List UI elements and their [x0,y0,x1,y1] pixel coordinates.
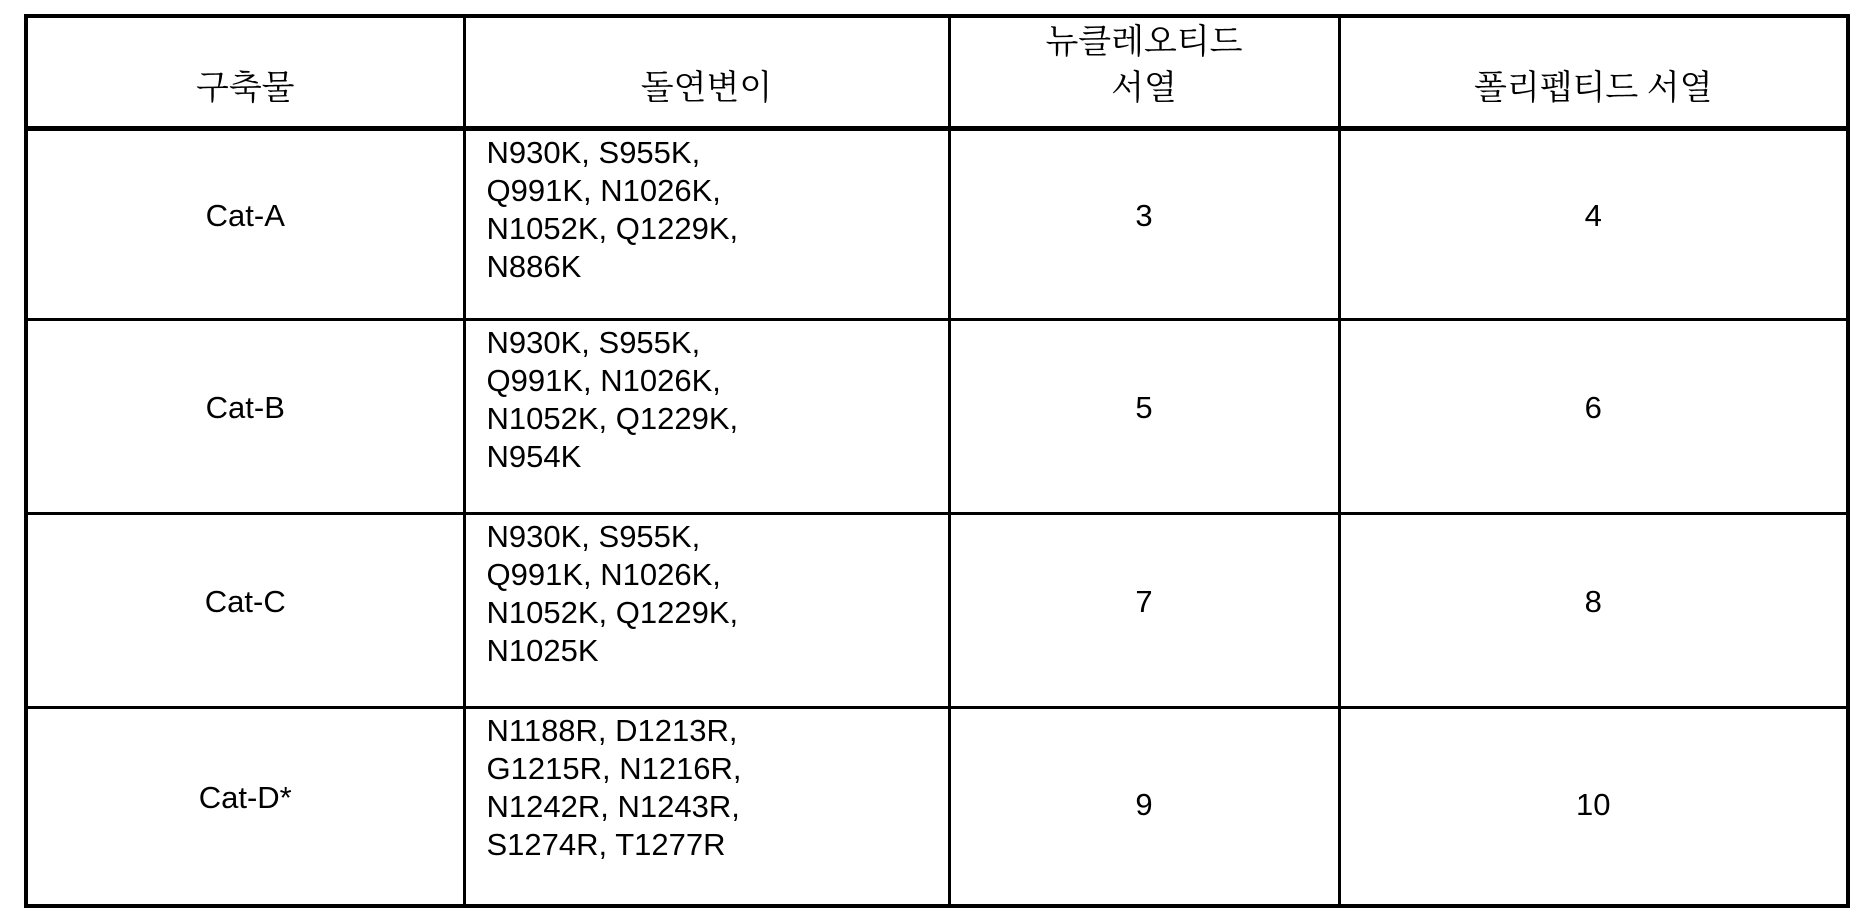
mutation-list: N930K, S955K, Q991K, N1026K, N1052K, Q1229K, N954K [464,319,949,513]
table-row-cat-d [26,707,1848,906]
nucleotide-seq-id: 7 [949,513,1339,707]
mutation-list: N1188R, D1213R, G1215R, N1216R, N1242R, N1243R, S1274R, T1277R [464,707,949,906]
construct-sequence-table [24,14,1850,908]
table-row-cat-a [26,128,1848,319]
construct-name: Cat-A [26,128,464,319]
header-nucleotide-sequence: 뉴클레오티드 서열 [949,16,1339,128]
construct-name: Cat-D* [26,707,464,906]
header-construct: 구축물 [26,16,464,128]
mutation-list: N930K, S955K, Q991K, N1026K, N1052K, Q1229K, N1025K [464,513,949,707]
header-polypeptide-sequence: 폴리펩티드 서열 [1339,16,1848,128]
construct-name: Cat-C [26,513,464,707]
polypeptide-seq-id: 8 [1339,513,1848,707]
table-row-cat-b [26,319,1848,513]
table-header-row [26,16,1848,128]
nucleotide-seq-id: 9 [949,707,1339,906]
mutation-list: N930K, S955K, Q991K, N1026K, N1052K, Q1229K, N886K [464,128,949,319]
construct-name: Cat-B [26,319,464,513]
polypeptide-seq-id: 4 [1339,128,1848,319]
nucleotide-seq-id: 3 [949,128,1339,319]
header-mutation: 돌연변이 [464,16,949,128]
polypeptide-seq-id: 10 [1339,707,1848,906]
nucleotide-seq-id: 5 [949,319,1339,513]
polypeptide-seq-id: 6 [1339,319,1848,513]
table-row-cat-c [26,513,1848,707]
